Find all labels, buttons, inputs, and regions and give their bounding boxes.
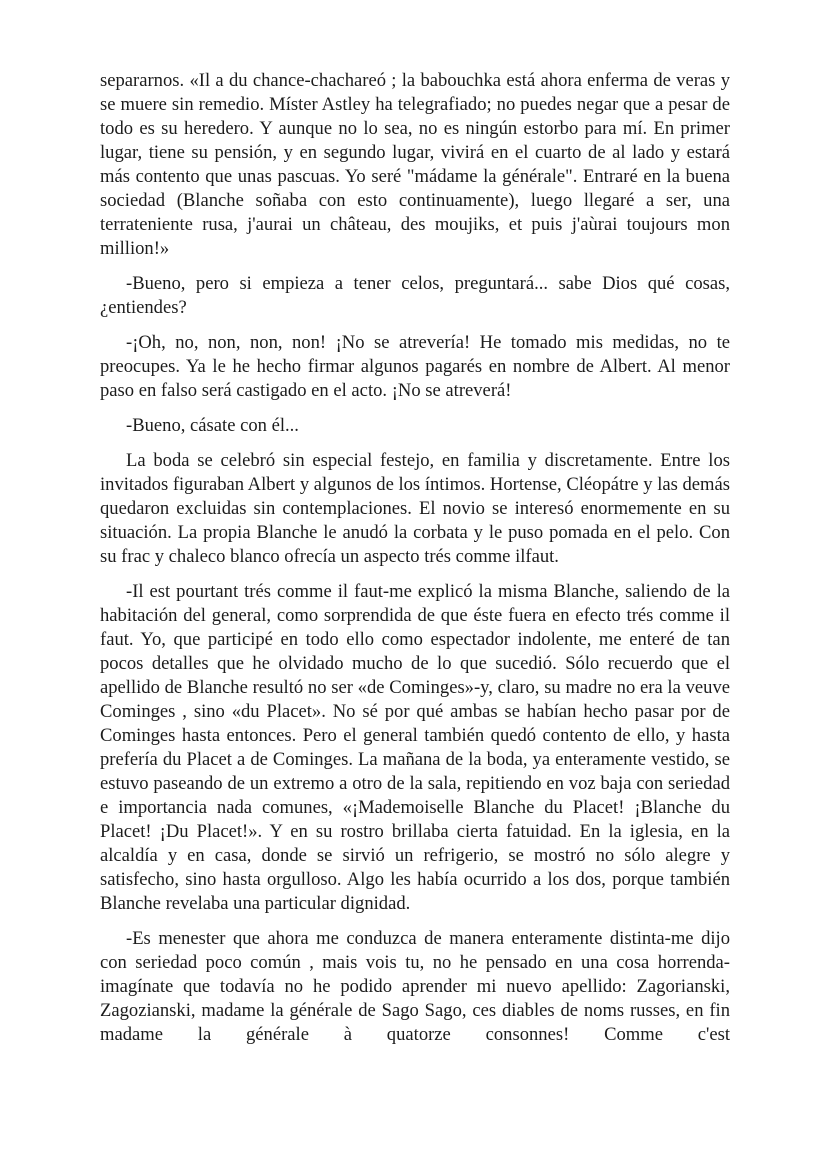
paragraph-5: La boda se celebró sin especial festejo, en familia y discretamente. Entre los invitados figuraban Albert y algunos de los íntimos. Hortense, Cléopátre y las demás quedaron excluidas sin contemplaciones. El novio se interesó enormemente en su situación. La propia Blanche le anudó la corbata y le puso pomada en el pelo. Con su frac y chaleco blanco ofrecía un aspecto trés comme ilfaut. xyxy=(100,450,730,567)
paragraph-6: -Il est pourtant trés comme il faut-me explicó la misma Blanche, saliendo de la habitación del general, como sorprendida de que éste fuera en efecto trés comme il faut. Yo, que participé en todo ello como espectador indolente, me enteré de tan pocos detalles que he olvidado mucho de lo que sucedió. Sólo recuerdo que el apellido de Blanche resultó no ser «de Cominges»-y, claro, su madre no era la veuve Cominges , sino «du Placet». No sé por qué ambas se habían hecho pasar por de Cominges hasta entonces. Pero el general también quedó contento de ello, y hasta prefería du Placet a de Cominges. La mañana de la boda, ya enteramente vestido, se estuvo paseando de un extremo a otro de la sala, repitiendo en voz baja con seriedad e importancia nada comunes, «¡Mademoiselle Blanche du Placet! ¡Blanche du Placet! ¡Du Placet!». Y en su rostro brillaba cierta fatuidad. En la iglesia, en la alcaldía y en casa, donde se sirvió un refrigerio, se mostró no sólo alegre y satisfecho, sino hasta orgulloso. Algo les había ocurrido a los dos, porque también Blanche revelaba una particular dignidad. xyxy=(100,581,730,914)
document-page xyxy=(100,69,730,1058)
paragraph-7: -Es menester que ahora me conduzca de manera enteramente distinta-me dijo con seriedad poco común , mais vois tu, no he pensado en una cosa horrenda-imagínate que todavía no he podido aprender mi nuevo apellido: Zagorianski, Zagozianski, madame la générale de Sago Sago, ces diables de noms russes, en fin madame la générale à quatorze consonnes! Comme c'est xyxy=(100,928,730,1045)
paragraph-3: -¡Oh, no, non, non, non! ¡No se atrevería! He tomado mis medidas, no te preocupes. Ya le he hecho firmar algunos pagarés en nombre de Albert. Al menor paso en falso será castigado en el acto. ¡No se atreverá! xyxy=(100,332,730,401)
paragraph-2: -Bueno, pero si empieza a tener celos, preguntará... sabe Dios qué cosas, ¿entiendes? xyxy=(100,273,730,318)
paragraph-4: -Bueno, cásate con él... xyxy=(126,415,299,436)
paragraph-1: separarnos. «Il a du chance-chachareó ; la babouchka está ahora enferma de veras y se muere sin remedio. Míster Astley ha telegrafiado; no puedes negar que a pesar de todo es su heredero. Y aunque no lo sea, no es ningún estorbo para mí. En primer lugar, tiene su pensión, y en segundo lugar, vivirá en el cuarto de al lado y estará más contento que unas pascuas. Yo seré "mádame la générale". Entraré en la buena sociedad (Blanche soñaba con esto continuamente), luego llegaré a ser, una terrateniente rusa, j'aurai un château, des moujiks, et puis j'aùrai toujours mon million!» xyxy=(100,70,730,259)
